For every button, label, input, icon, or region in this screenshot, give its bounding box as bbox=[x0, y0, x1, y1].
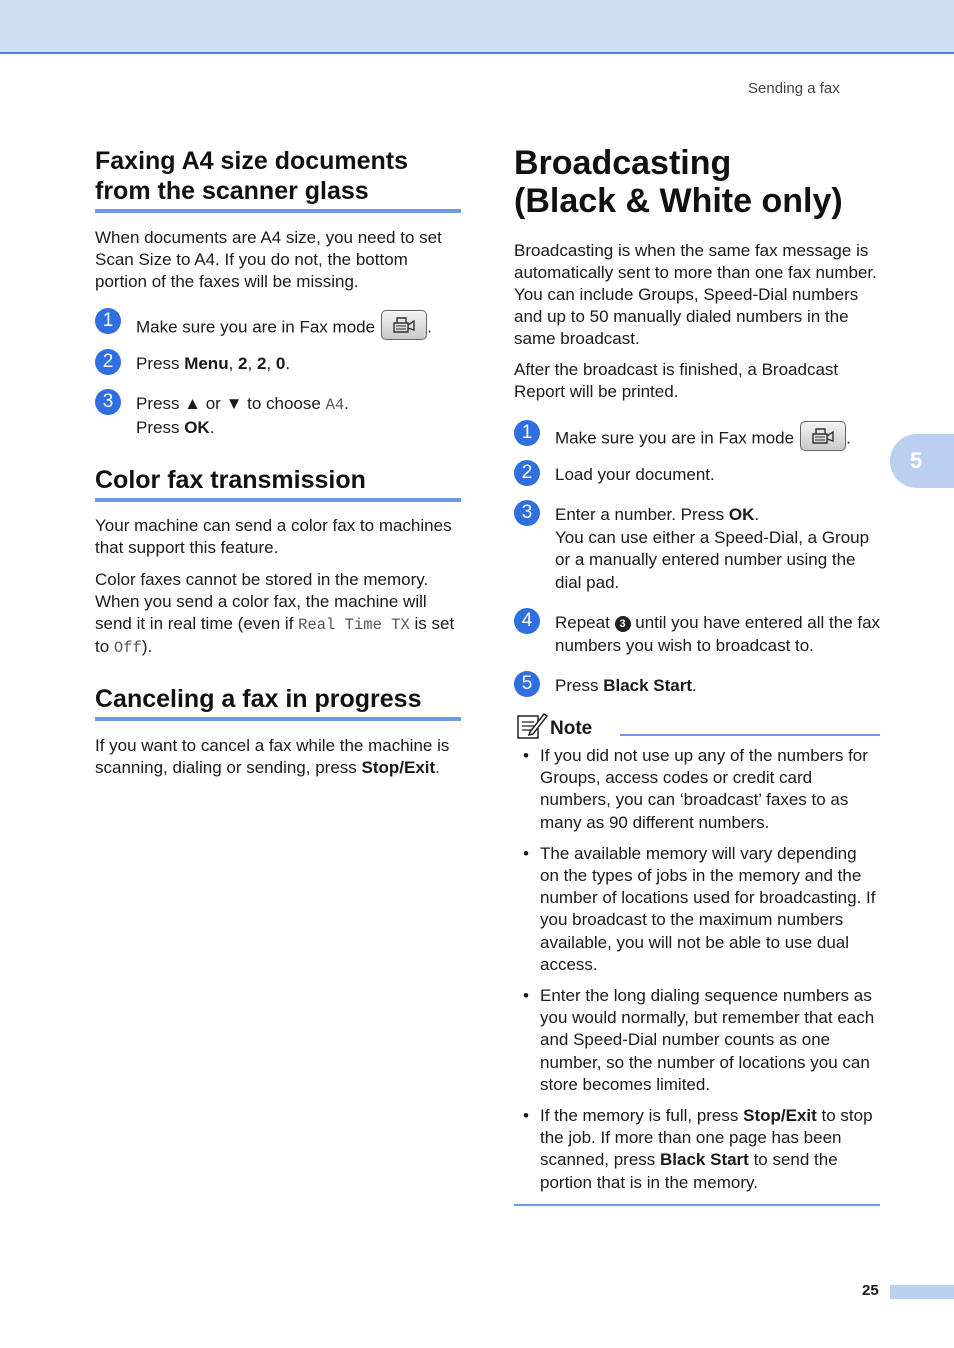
section-title-faxing-a4: Faxing A4 size documents from the scanner glass bbox=[95, 146, 461, 213]
fax-key-icon bbox=[381, 310, 427, 340]
page-number: 25 bbox=[862, 1282, 879, 1299]
note-rule bbox=[620, 734, 880, 736]
note-pencil-icon bbox=[516, 710, 548, 740]
paragraph-canceling: If you want to cancel a fax while the machine is scanning, dialing or sending, press Stop/Exit. bbox=[95, 736, 450, 777]
section-faxing-a4 bbox=[95, 146, 461, 213]
step-number: 3 bbox=[95, 389, 121, 415]
step-number: 1 bbox=[514, 420, 540, 446]
note-label: Note bbox=[550, 718, 593, 739]
section-title-color-fax: Color fax transmission bbox=[95, 465, 461, 502]
chapter-tab: 5 bbox=[890, 434, 954, 488]
paragraph-color-fax-2: Color faxes cannot be stored in the memory. When you send a color fax, the machine will send it in real time (even if Real Time TX is set to Off). bbox=[95, 570, 455, 657]
step-number: 2 bbox=[95, 349, 121, 375]
note-end-rule bbox=[514, 1204, 880, 1206]
step-number: 5 bbox=[514, 671, 540, 697]
section-title-canceling: Canceling a fax in progress bbox=[95, 684, 461, 721]
step-number: 1 bbox=[95, 308, 121, 334]
note-list bbox=[514, 745, 880, 1203]
note-item: • Enter the long dialing sequence numbers as you would normally, but remember that each and Speed-Dial number counts as one number, so the number of locations you can store becomes limited. bbox=[514, 985, 880, 1096]
paragraph-broadcast-report: After the broadcast is finished, a Broadcast Report will be printed. bbox=[514, 360, 839, 401]
step-number: 3 bbox=[514, 500, 540, 526]
step-number: 4 bbox=[514, 608, 540, 634]
paragraph-a4-intro: When documents are A4 size, you need to set Scan Size to A4. If you do not, the bottom portion of the faxes will be missing. bbox=[95, 228, 442, 291]
paragraph-color-fax-1: Your machine can send a color fax to machines that support this feature. bbox=[95, 516, 452, 557]
note-item: • If you did not use up any of the numbers for Groups, access codes or credit card numbers, you can ‘broadcast’ faxes to as many as 90 different numbers. bbox=[514, 745, 880, 834]
running-header: Sending a fax bbox=[748, 80, 840, 97]
fax-key-icon bbox=[800, 421, 846, 451]
top-header-band bbox=[0, 0, 954, 54]
step-number: 2 bbox=[514, 460, 540, 486]
chapter-title-broadcasting: Broadcasting (Black & White only) bbox=[514, 144, 843, 220]
page-number-bar bbox=[890, 1285, 954, 1299]
note-header bbox=[514, 710, 880, 740]
note-item: • The available memory will vary depending on the types of jobs in the memory and the number of locations used for broadcasting. If you broadcast to the maximum numbers available, you will not be able to use dual access. bbox=[514, 843, 880, 976]
note-item: • If the memory is full, press Stop/Exit to stop the job. If more than one page has been scanned, press Black Start to send the portion that is in the memory. bbox=[514, 1105, 880, 1194]
step-reference-icon: 3 bbox=[615, 616, 631, 632]
paragraph-broadcasting-intro: Broadcasting is when the same fax message is automatically sent to more than one fax number. You can include Groups, Speed-Dial numbers and up to 50 manually dialed numbers in the same broadcast. bbox=[514, 241, 877, 348]
